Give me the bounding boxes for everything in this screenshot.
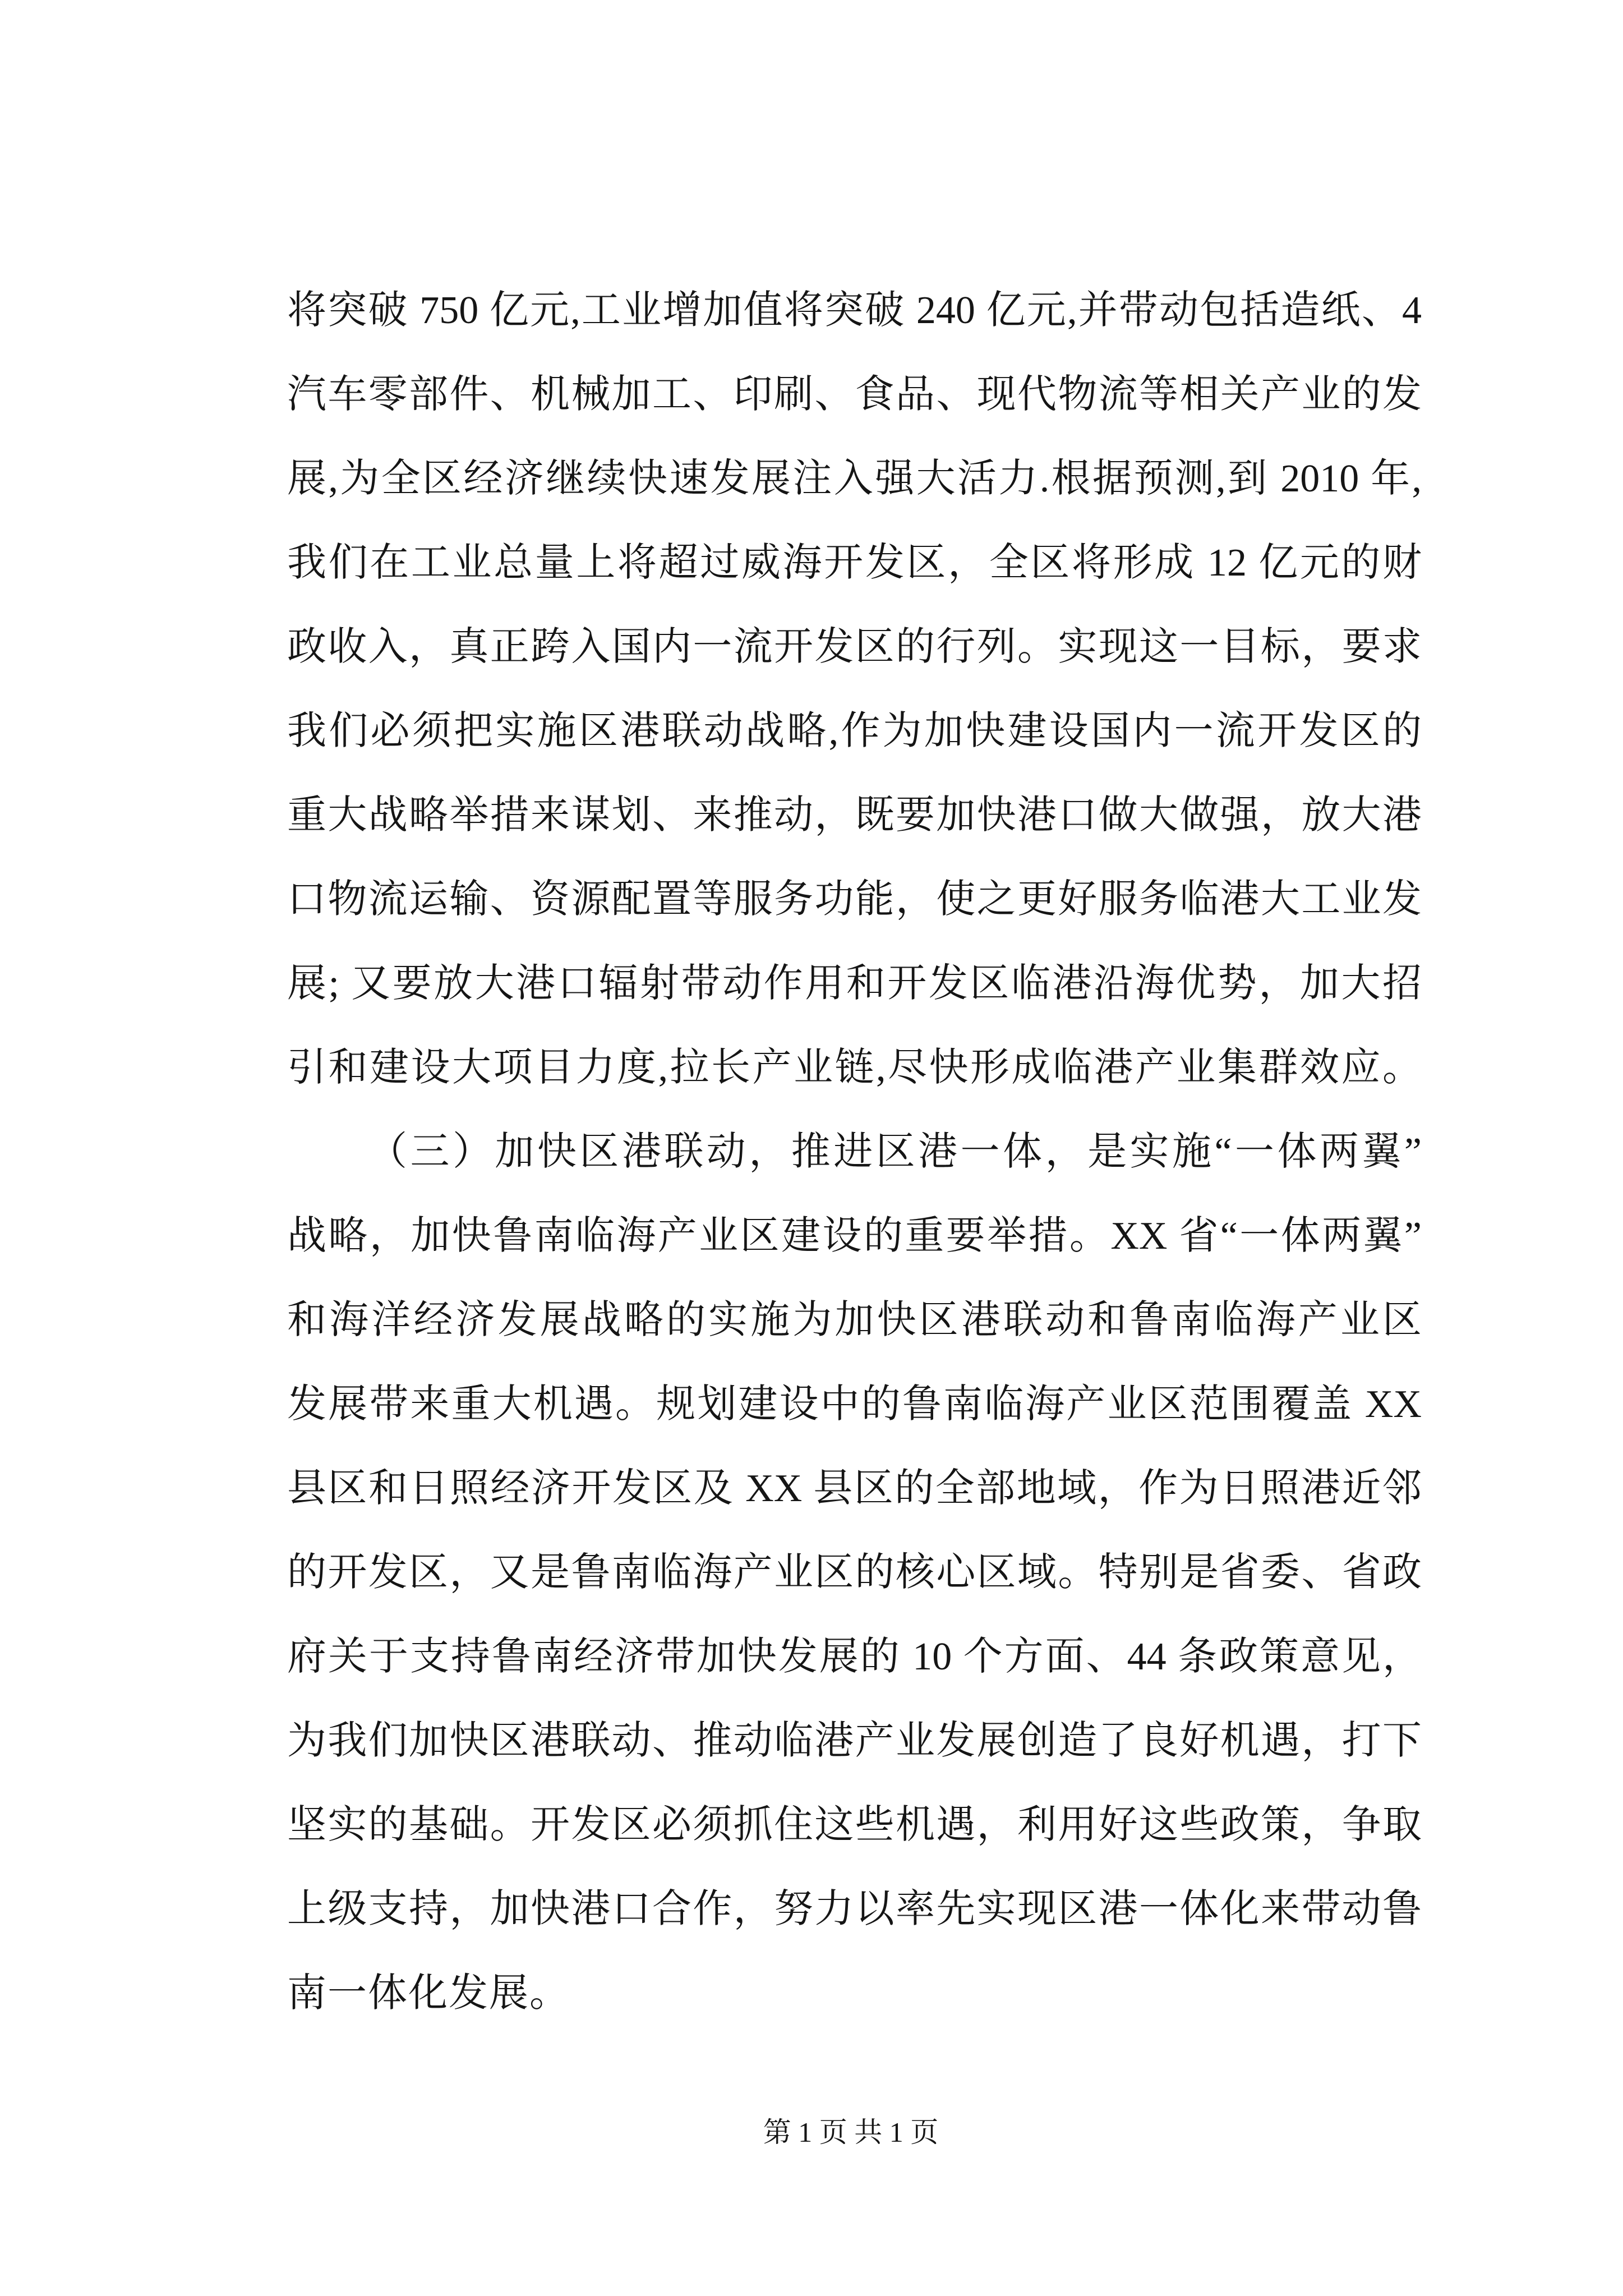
text-line: 政收入，真正跨入国内一流开发区的行列。实现这一目标，要求	[287, 625, 1422, 669]
paragraph	[287, 269, 1422, 1110]
text-line: 为我们加快区港联动、推动临港产业发展创造了良好机遇，打下	[287, 1719, 1422, 1763]
text-line: 县区和日照经济开发区及 XX 县区的全部地域，作为日照港近邻	[287, 1467, 1422, 1510]
text-line: 重大战略举措来谋划、来推动，既要加快港口做大做强，放大港	[287, 794, 1422, 837]
document-body	[287, 269, 1422, 2036]
text-line: 我们必须把实施区港联动战略,作为加快建设国内一流开发区的	[287, 710, 1422, 753]
text-line: 展; 又要放大港口辐射带动作用和开发区临港沿海优势，加大招	[287, 962, 1422, 1005]
text-line: 上级支持，加快港口合作，努力以率先实现区港一体化来带动鲁	[287, 1888, 1422, 1931]
text-line: 展,为全区经济继续快速发展注入强大活力.根据预测,到 2010 年,	[287, 457, 1422, 500]
text-line: 南一体化发展。	[287, 1972, 570, 2015]
paragraph	[287, 1110, 1422, 2036]
text-line: 和海洋经济发展战略的实施为加快区港联动和鲁南临海产业区	[287, 1299, 1422, 1342]
text-line: 我们在工业总量上将超过威海开发区，全区将形成 12 亿元的财	[287, 541, 1422, 585]
page-number-footer: 第 1 页 共 1 页	[763, 2116, 939, 2148]
text-line: （三）加快区港联动，推进区港一体，是实施“一体两翼”	[368, 1130, 1422, 1174]
text-line: 府关于支持鲁南经济带加快发展的 10 个方面、44 条政策意见，	[287, 1635, 1422, 1678]
text-line: 汽车零部件、机械加工、印刷、食品、现代物流等相关产业的发	[287, 373, 1422, 416]
text-line: 战略，加快鲁南临海产业区建设的重要举措。XX 省“一体两翼”	[287, 1214, 1422, 1258]
text-line: 的开发区，又是鲁南临海产业区的核心区域。特别是省委、省政	[287, 1551, 1422, 1594]
text-line: 引和建设大项目力度,拉长产业链,尽快形成临港产业集群效应。	[287, 1046, 1422, 1089]
text-line: 口物流运输、资源配置等服务功能，使之更好服务临港大工业发	[287, 878, 1422, 921]
text-line: 将突破 750 亿元,工业增加值将突破 240 亿元,并带动包括造纸、4	[287, 289, 1422, 332]
text-line: 坚实的基础。开发区必须抓住这些机遇，利用好这些政策，争取	[287, 1803, 1422, 1847]
text-line: 发展带来重大机遇。规划建设中的鲁南临海产业区范围覆盖 XX	[287, 1383, 1422, 1426]
